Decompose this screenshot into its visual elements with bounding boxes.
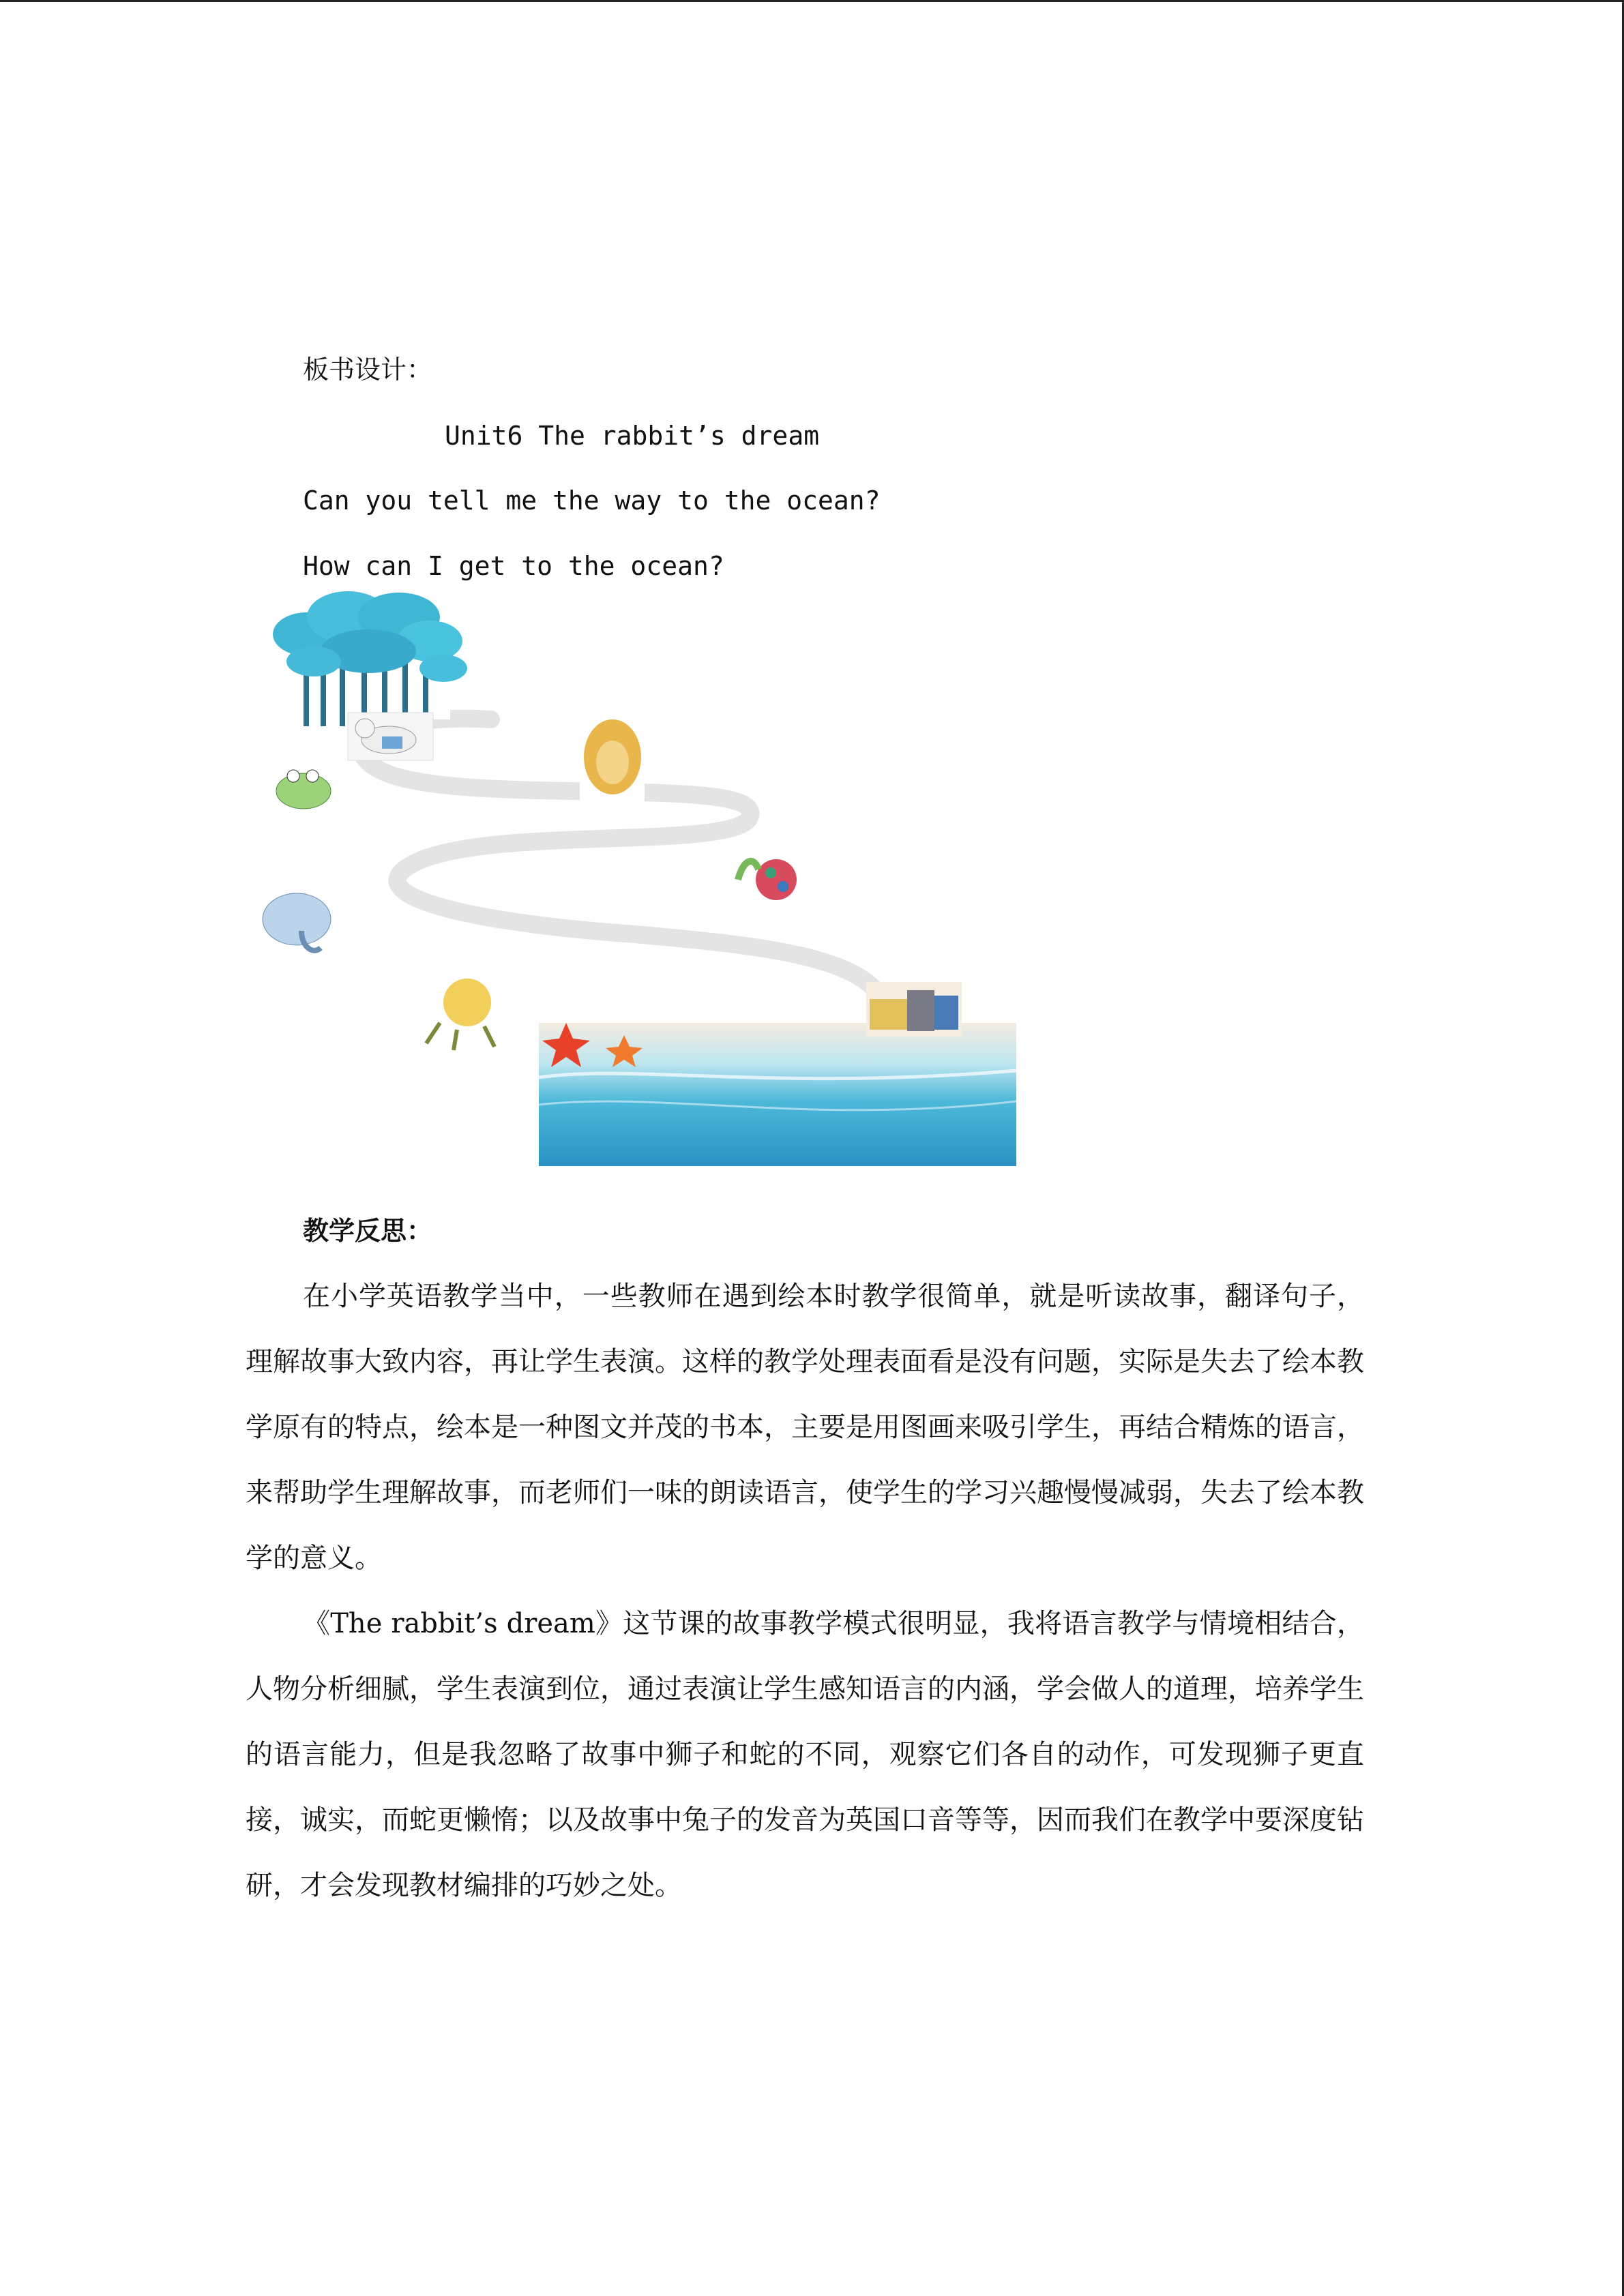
board-title: Unit6 The rabbit’s dream	[445, 421, 820, 451]
board-sentence-1: Can you tell me the way to the ocean?	[303, 486, 881, 516]
bird-icon	[426, 961, 508, 1050]
page-border-top	[0, 0, 1624, 2]
board-sentence-2: How can I get to the ocean?	[303, 551, 724, 581]
tree-grove-icon	[273, 591, 467, 726]
board-heading: 板书设计：	[303, 355, 433, 385]
reflection-paragraph-1: 在小学英语教学当中，一些教师在遇到绘本时教学很简单，就是听读故事，翻译句子，理解故事大致内容，再让学生表演。这样的教学处理表面看是没有问题，实际是失去了绘本教学原有的特点，绘本是一种图文并茂的书本，主要是用图画来吸引学生，再结合精炼的语言，来帮助学生理解故事，而老师们一味的朗读语言，使学生的学习兴趣慢慢减弱，失去了绘本教学的意义。	[246, 1281, 1364, 1574]
beach-items-icon	[866, 982, 962, 1037]
rabbit-icon	[348, 713, 433, 760]
reflection-heading: 教学反思：	[303, 1215, 433, 1246]
frog-icon	[269, 757, 341, 818]
reflection-paragraph-2: 《The rabbit’s dream》这节课的故事教学模式很明显，我将语言教学与情境相结合，人物分析细腻，学生表演到位，通过表演让学生感知语言的内涵，学会做人的道理，培养学生的语言能力，但是我忽略了故事中狮子和蛇的不同，观察它们各自的动作，可发现狮子更直接，诚实，而蛇更懒惰；以及故事中兔子的发音为英国口音等等，因而我们在教学中要深度钻研，才会发现教材编排的巧妙之处。	[246, 1608, 1364, 1901]
elephant-icon	[252, 886, 338, 961]
snake-icon	[730, 839, 798, 907]
path-to-ocean-illustration	[252, 586, 1023, 1166]
ocean-scene	[539, 1023, 1016, 1166]
lion-icon	[580, 716, 645, 801]
